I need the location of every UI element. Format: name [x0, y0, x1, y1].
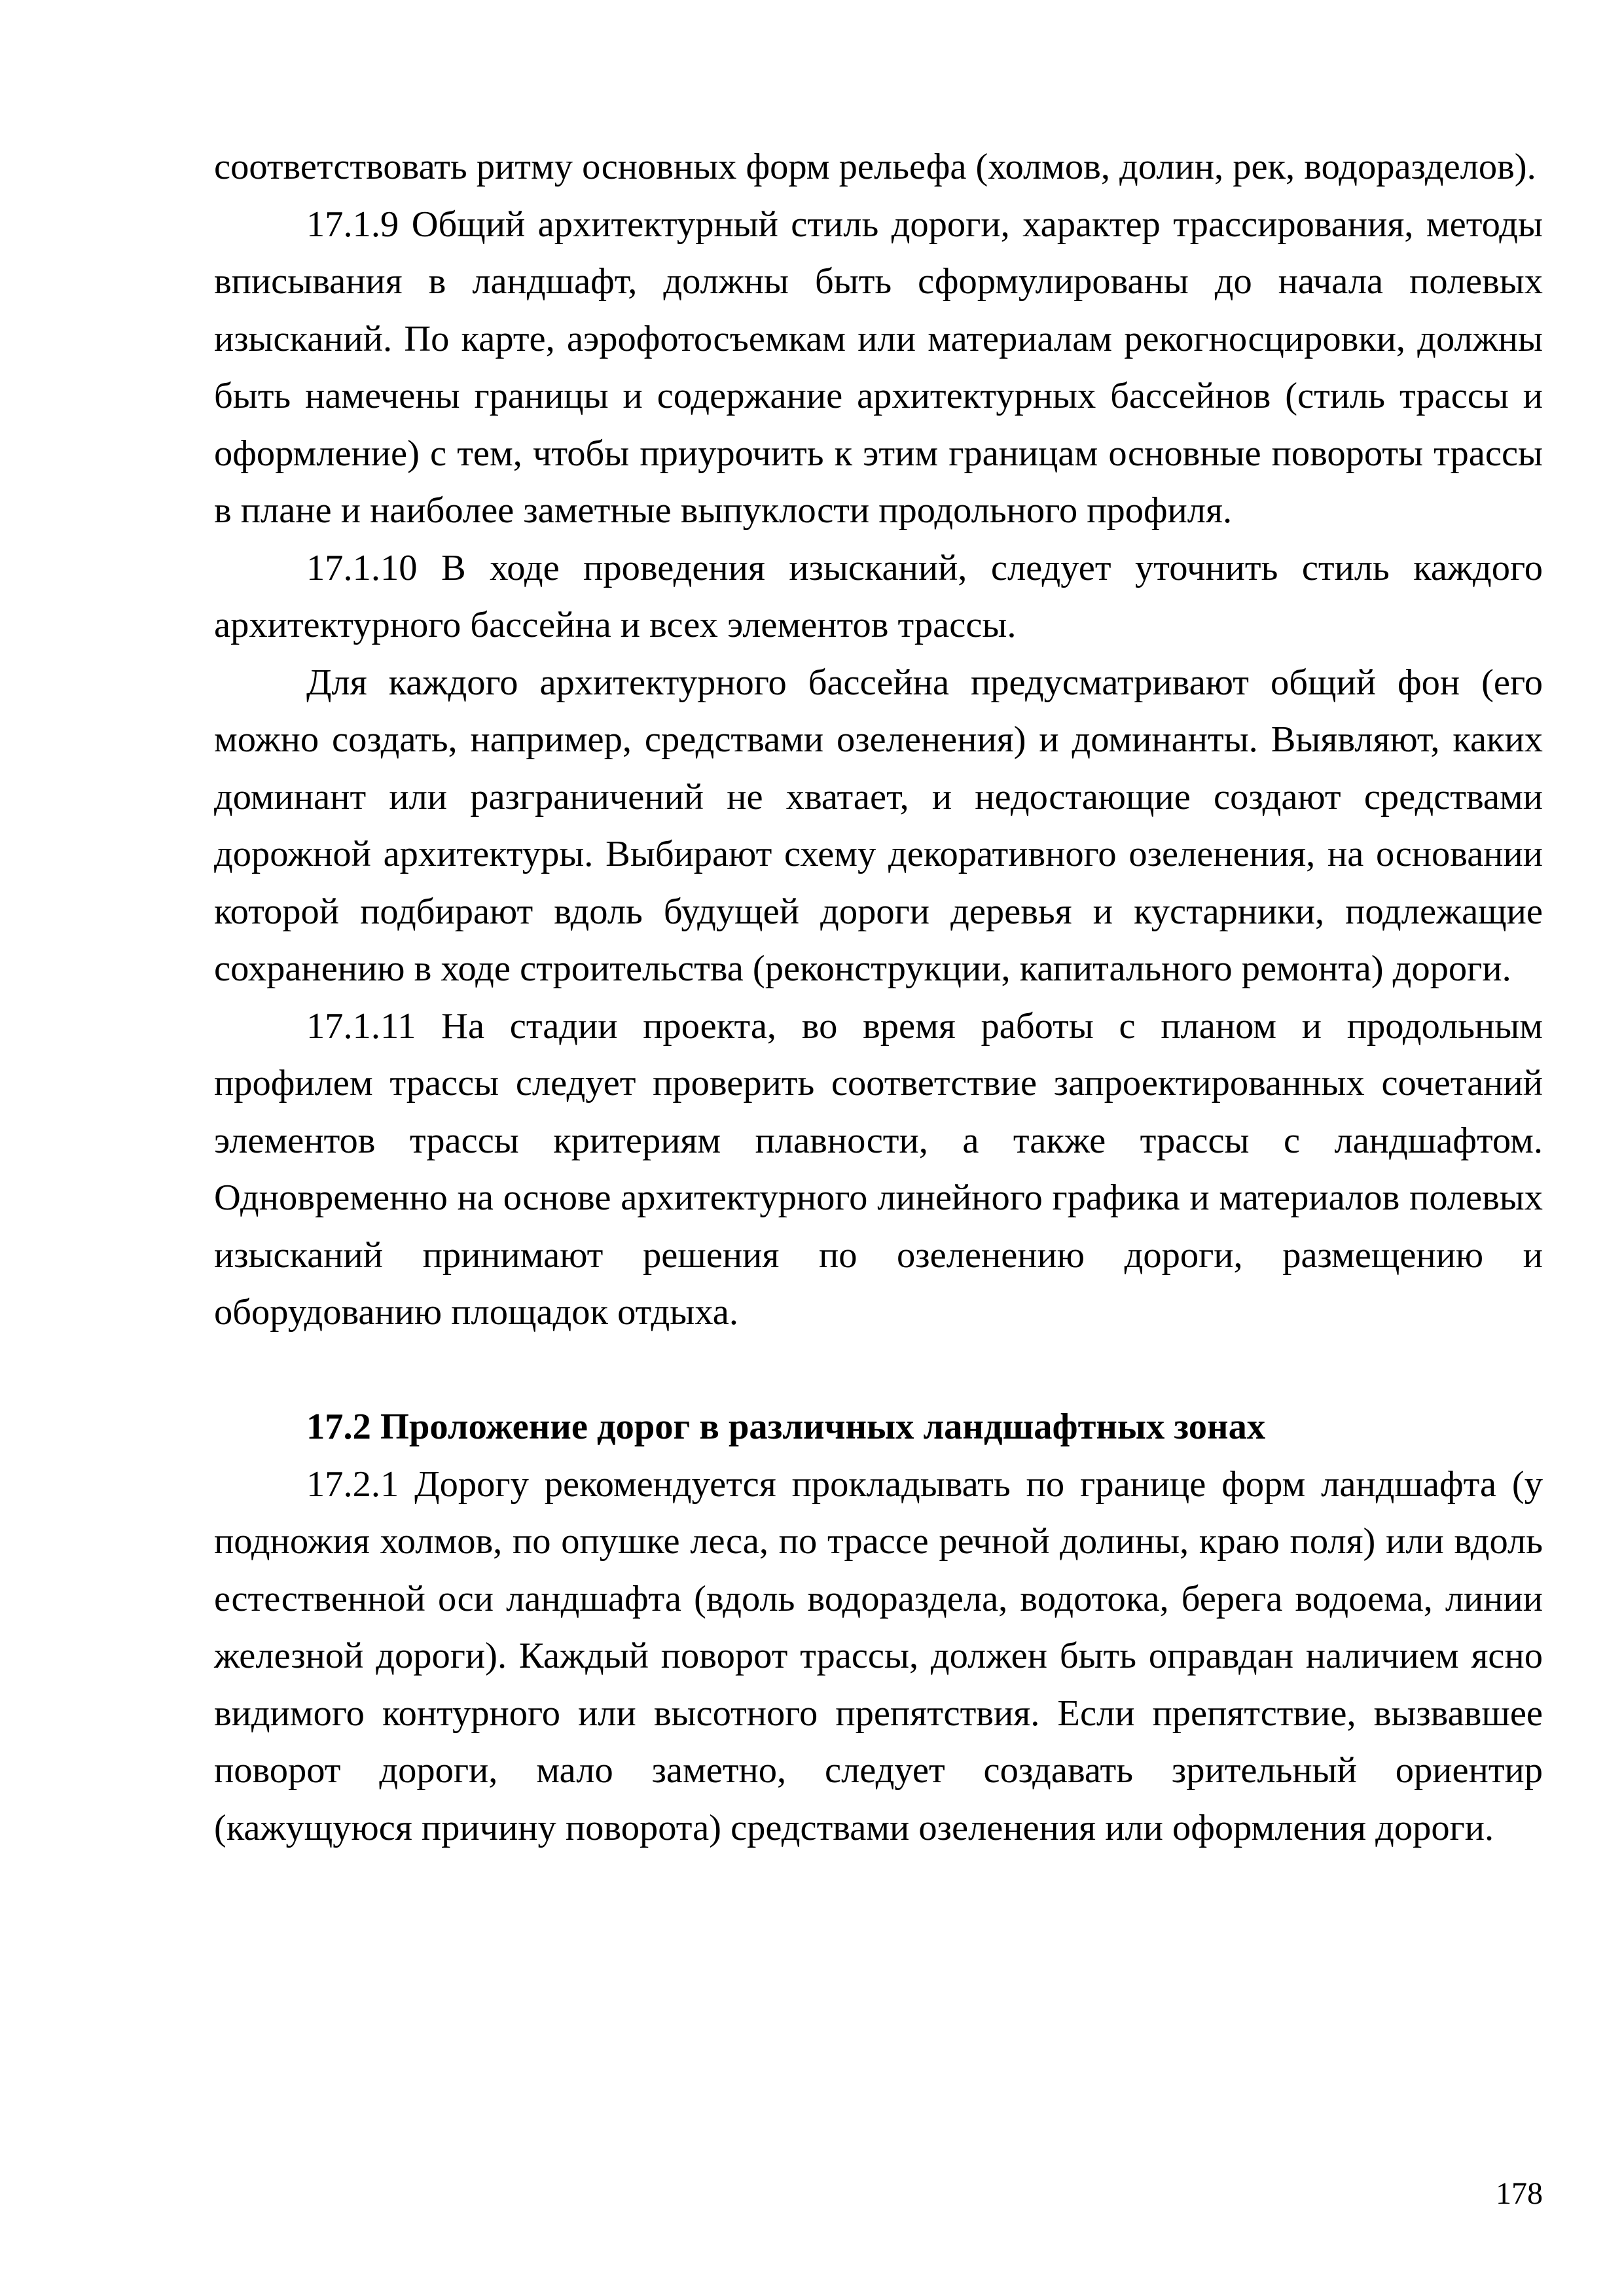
document-page: [214, 139, 1543, 1857]
paragraph-17-2-1: 17.2.1 Дорогу рекомендуется прокладывать по границе форм ландшафта (у подножия холмов, по опушке леса, по трассе речной долины, краю поля) или вдоль естественной оси ландшафта (вдоль водораздела, водотока, берега водоема, линии железной дороги). Каждый поворот трассы, должен быть оправдан наличием ясно видимого контурного или высотного препятствия. Если препятствие, вызвавшее поворот дороги, мало заметно, следует создавать зрительный ориентир (кажущуюся причину поворота) средствами озеленения или оформления дороги.: [214, 1463, 1543, 1848]
paragraph-17-1-9: 17.1.9 Общий архитектурный стиль дороги, характер трассирования, методы вписывания в ландшафт, должны быть сформулированы до начала полевых изысканий. По карте, аэрофотосъемкам или материалам рекогносцировки, должны быть намечены границы и содержание архитектурных бассейнов (стиль трассы и оформление) с тем, чтобы приурочить к этим границам основные повороты трассы в плане и наиболее заметные выпуклости продольного профиля.: [214, 204, 1543, 531]
page-number: 178: [1496, 2176, 1543, 2211]
paragraph-17-1-11: 17.1.11 На стадии проекта, во время работы с планом и продольным профилем трассы следует проверить соответствие запроектированных сочетаний элементов трассы критериям плавности, а также трассы с ландшафтом. Одновременно на основе архитектурного линейного графика и материалов полевых изысканий принимают решения по озеленению дороги, размещению и оборудованию площадок отдыха.: [214, 1005, 1543, 1333]
paragraph-continued: соответствовать ритму основных форм рельефа (холмов, долин, рек, водоразделов).: [214, 147, 1536, 187]
paragraph-17-1-10: 17.1.10 В ходе проведения изысканий, следует уточнить стиль каждого архитектурного бассейна и всех элементов трассы.: [214, 547, 1543, 645]
section-heading: 17.2 Проложение дорог в различных ландшафтных зонах: [306, 1407, 1266, 1447]
paragraph-architectural-basin: Для каждого архитектурного бассейна предусматривают общий фон (его можно создать, например, средствами озеленения) и доминанты. Выявляют, каких доминант или разграничений не хватает, и недостающие создают средствами дорожной архитектуры. Выбирают схему декоративного озеленения, на основании которой подбирают вдоль будущей дороги деревья и кустарники, подлежащие сохранению в ходе строительства (реконструкции, капитального ремонта) дороги.: [214, 662, 1543, 989]
